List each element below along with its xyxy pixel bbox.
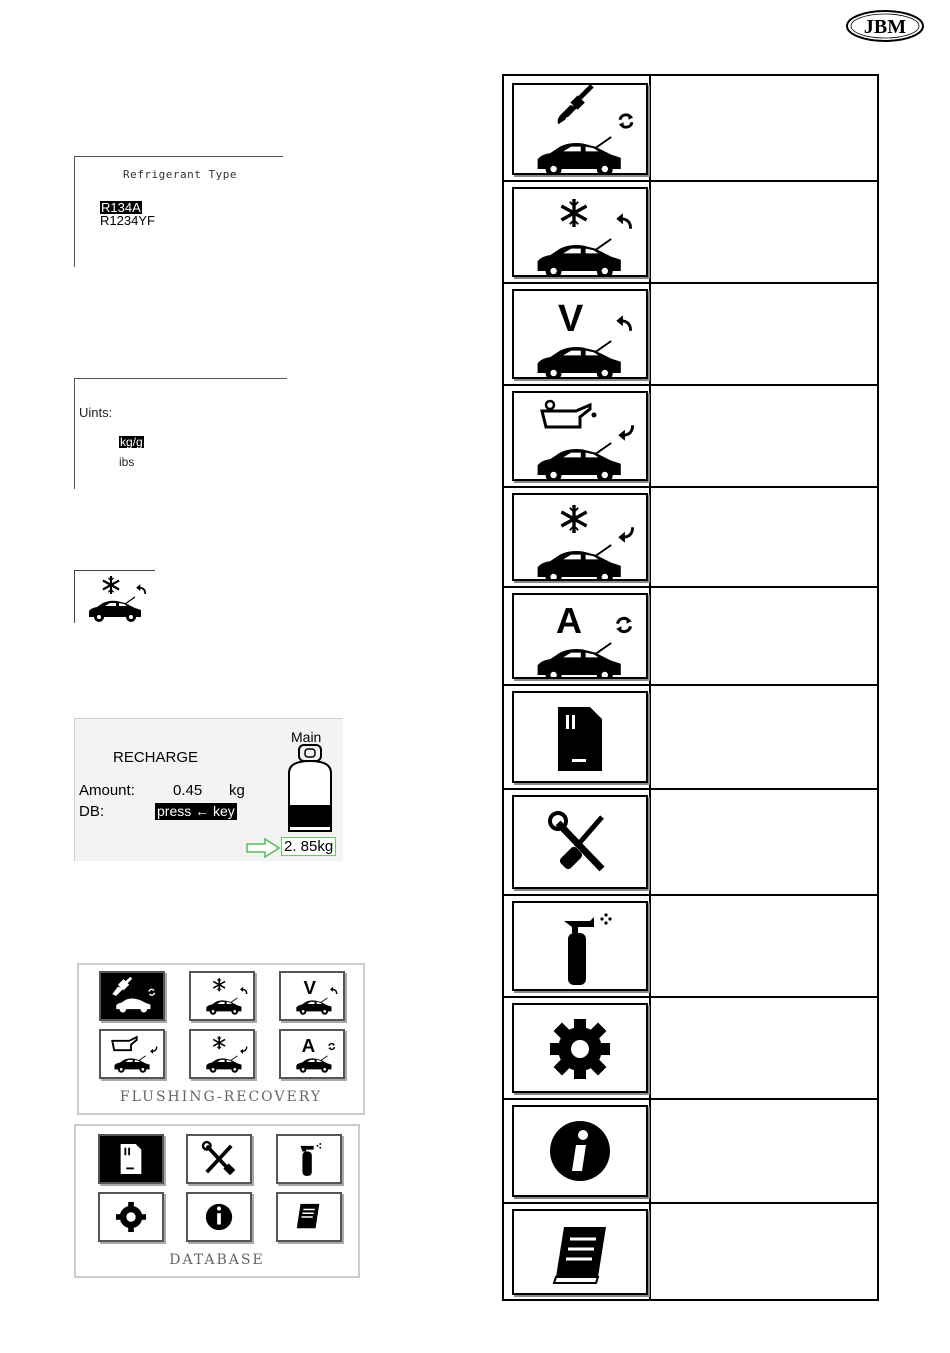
tank-label: Main	[291, 729, 322, 745]
tools-icon-box	[512, 795, 648, 889]
recharge-icon-box	[512, 493, 648, 581]
icon-description-table	[502, 74, 879, 1301]
sd-card-tile[interactable]	[98, 1134, 164, 1184]
vacuum-icon	[281, 973, 343, 1019]
table-row	[504, 180, 877, 284]
auto-tile[interactable]	[279, 1029, 345, 1079]
flush-icon	[514, 85, 646, 173]
table-row	[504, 76, 877, 182]
auto-icon	[514, 595, 646, 677]
tank-icon	[279, 743, 341, 837]
info-icon	[188, 1194, 250, 1240]
refrigerant-title: Refrigerant Type	[123, 168, 237, 181]
recharge-icon	[191, 1031, 253, 1077]
gear-tile[interactable]	[98, 1192, 164, 1242]
refrigerant-type-screen	[74, 156, 283, 267]
info-icon-box	[512, 1105, 648, 1197]
flushing-recovery-label: FLUSHING-RECOVERY	[119, 1089, 323, 1105]
oil-inject-icon-box	[512, 391, 648, 481]
extinguisher-icon-box	[512, 901, 648, 991]
units-option-selected[interactable]: kg/g	[120, 435, 143, 449]
table-row	[504, 684, 877, 790]
table-row	[504, 486, 877, 588]
vacuum-tile[interactable]	[279, 971, 345, 1021]
recovery-icon-box	[512, 187, 648, 277]
sd-card-icon-box	[512, 691, 648, 783]
extinguisher-icon	[514, 903, 646, 989]
info-icon	[514, 1107, 646, 1195]
manual-tile[interactable]	[276, 1192, 342, 1242]
recovery-tile[interactable]	[189, 971, 255, 1021]
recharge-icon	[514, 495, 646, 579]
logo-text: JBM	[863, 16, 907, 38]
vacuum-icon	[514, 291, 646, 377]
info-tile[interactable]	[186, 1192, 252, 1242]
recharge-screen	[74, 718, 343, 861]
recharge-title: RECHARGE	[113, 749, 199, 766]
manual-icon	[514, 1211, 646, 1293]
table-row	[504, 1098, 877, 1204]
db-value[interactable]: press ← key	[157, 803, 235, 819]
flushing-recovery-panel	[77, 963, 365, 1115]
table-row	[504, 1202, 877, 1299]
tank-remaining: 2. 85kg	[281, 837, 336, 856]
units-option[interactable]: ibs	[119, 455, 135, 469]
table-row	[504, 586, 877, 686]
amount-label: Amount:	[79, 782, 135, 799]
recovery-icon	[514, 189, 646, 275]
svg-text:A: A	[556, 600, 582, 641]
gear-icon-box	[512, 1003, 648, 1093]
table-row	[504, 384, 877, 488]
recovery-icon	[191, 973, 253, 1019]
oil-inject-tile[interactable]	[99, 1029, 165, 1079]
svg-text:V: V	[558, 298, 584, 340]
amount-value[interactable]: 0.45	[173, 782, 203, 799]
vacuum-icon-box	[512, 289, 648, 379]
manual-icon-box	[512, 1209, 648, 1295]
sd-card-icon	[100, 1136, 162, 1182]
tools-icon	[514, 797, 646, 887]
flush-tile[interactable]	[99, 971, 165, 1021]
table-row	[504, 788, 877, 896]
database-panel	[74, 1124, 360, 1278]
recovery-icon-sample	[74, 570, 155, 623]
units-label: Uints:	[79, 405, 113, 420]
recovery-icon	[75, 571, 155, 623]
db-label: DB:	[79, 803, 105, 820]
arrow-right-icon	[245, 837, 281, 859]
refrigerant-option-selected[interactable]: R134A	[101, 200, 141, 215]
flush-icon-box	[512, 83, 648, 175]
refrigerant-option[interactable]: R1234YF	[100, 213, 155, 228]
table-row	[504, 996, 877, 1100]
database-label: DATABASE	[169, 1252, 265, 1268]
manual-icon	[278, 1194, 340, 1240]
sd-card-icon	[514, 693, 646, 781]
flush-icon	[101, 973, 163, 1019]
auto-icon-box	[512, 593, 648, 679]
jbm-logo	[845, 8, 925, 44]
svg-text:V: V	[303, 977, 317, 999]
extinguisher-icon	[278, 1136, 340, 1182]
units-screen	[74, 378, 287, 489]
table-row	[504, 282, 877, 386]
table-row	[504, 894, 877, 998]
gear-icon	[100, 1194, 162, 1240]
tools-icon	[188, 1136, 250, 1182]
auto-icon	[281, 1031, 343, 1077]
extinguisher-tile[interactable]	[276, 1134, 342, 1184]
tools-tile[interactable]	[186, 1134, 252, 1184]
recharge-tile[interactable]	[189, 1029, 255, 1079]
amount-unit: kg	[229, 782, 245, 799]
svg-text:A: A	[301, 1035, 316, 1057]
oil-inject-icon	[514, 393, 646, 479]
gear-icon	[514, 1005, 646, 1091]
oil-inject-icon	[101, 1031, 163, 1077]
